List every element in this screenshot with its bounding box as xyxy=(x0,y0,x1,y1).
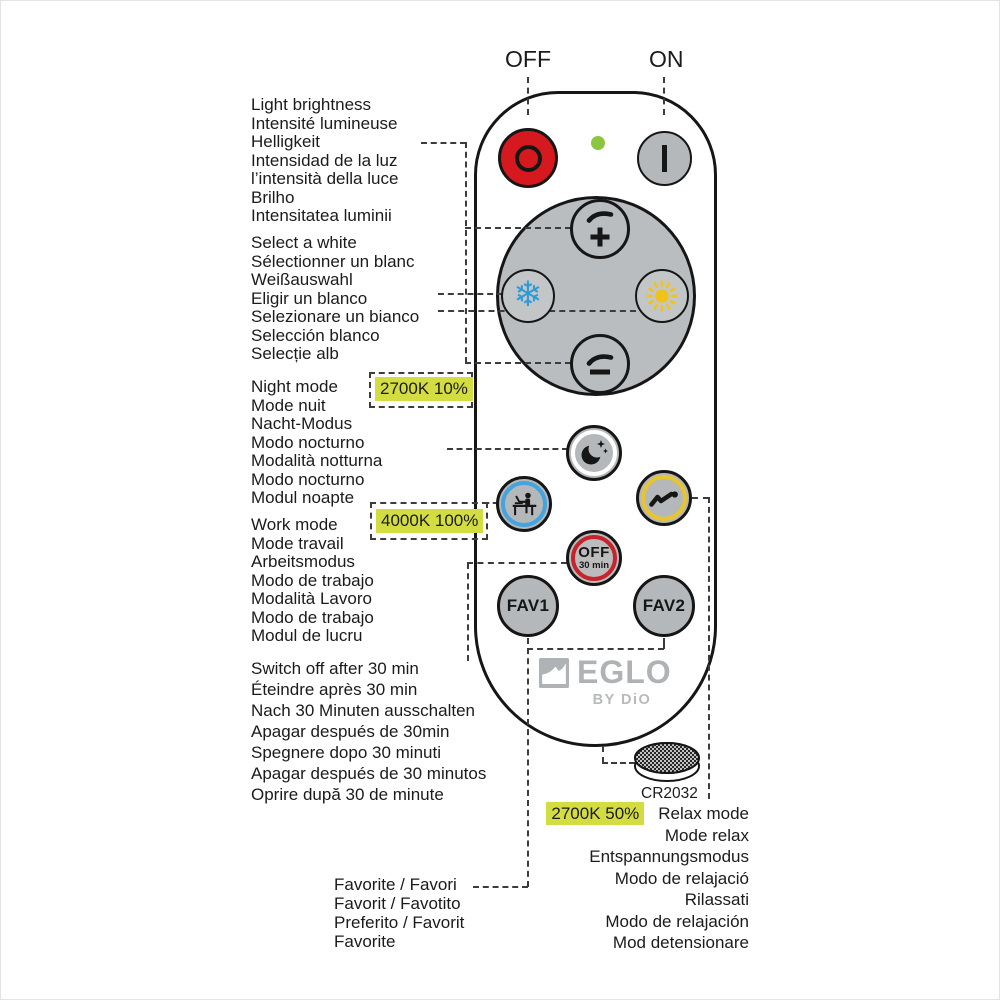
connector-offtimer xyxy=(467,562,567,564)
annotation-line: Apagar después de 30 minutos xyxy=(251,764,487,783)
annotation-line: Favorite / Favori xyxy=(334,875,457,894)
annotation-line: Preferito / Favorit xyxy=(334,913,465,932)
annotation-line: Nach 30 Minuten ausschalten xyxy=(251,701,475,720)
annotation-line: Modo de trabajo xyxy=(251,607,374,627)
annotation-line: Modo nocturno xyxy=(251,469,365,489)
coin-cell-icon xyxy=(631,729,705,785)
connector-fav-bridge xyxy=(527,648,664,650)
annotation-line: Favorit / Favotito xyxy=(334,894,461,913)
relax-mode-value-badge: 2700K 50% xyxy=(546,802,644,825)
annotation-line: Light brightness xyxy=(251,95,372,114)
annotation-line: Modo nocturno xyxy=(251,432,365,452)
annotation-line: Mode nuit xyxy=(251,395,326,415)
person-desk-icon xyxy=(511,491,538,517)
power-off-icon xyxy=(515,145,542,172)
dimmer-arc-icon xyxy=(585,352,615,366)
off-timer-label-2: 30 min xyxy=(578,560,610,572)
connector-white-cool xyxy=(438,293,503,295)
fav2-label: FAV2 xyxy=(642,596,686,615)
annotation-line: Eligir un blanco xyxy=(251,288,368,308)
connector-relax-trunk xyxy=(708,497,710,799)
annotation-line: Modul noapte xyxy=(251,488,355,507)
connector-relax-stub xyxy=(692,497,709,499)
snowflake-icon: ❄ xyxy=(513,274,543,315)
off-timer-label-1: OFF xyxy=(578,544,610,562)
relax-mode-annotation xyxy=(441,803,749,954)
annotation-line: Modalità Lavoro xyxy=(251,589,372,608)
annotation-line: Intensidad de la luz xyxy=(251,150,398,170)
connector-offtimer-trunk xyxy=(467,563,469,661)
cool-white-button[interactable] xyxy=(501,269,555,323)
eglo-logo-mark-icon xyxy=(539,658,569,688)
annotation-line: Helligkeit xyxy=(251,132,320,151)
annotation-line: Selección blanco xyxy=(251,325,380,345)
annotation-line: Modalità notturna xyxy=(251,451,383,470)
fav1-label: FAV1 xyxy=(506,596,550,615)
connector-brightness-minus xyxy=(465,362,571,364)
switch-off-annotation xyxy=(251,658,486,805)
connector-on-label xyxy=(663,77,665,115)
annotation-line: Modul de lucru xyxy=(251,626,363,645)
battery-label: CR2032 xyxy=(641,785,698,802)
off-label: OFF xyxy=(505,46,551,72)
annotation-title: Night mode xyxy=(251,377,338,396)
select-white-annotation xyxy=(251,234,419,364)
work-mode-annotation xyxy=(251,516,374,646)
connector-brightness-text xyxy=(421,142,466,144)
annotation-line: Modo de trabajo xyxy=(251,570,374,590)
brand-byline: BY DiO xyxy=(592,692,652,708)
annotation-line: Modo de relajació xyxy=(614,868,749,888)
brightness-down-button[interactable] xyxy=(570,334,630,394)
annotation-line: Entspannungsmodus xyxy=(589,847,749,866)
annotation-line: Intensité lumineuse xyxy=(251,113,398,133)
annotation-line: l’intensità della luce xyxy=(251,169,399,188)
annotation-line: Mode relax xyxy=(664,825,749,845)
night-mode-annotation xyxy=(251,378,382,508)
annotation-line: Brilho xyxy=(251,187,295,207)
annotation-line: Mode travail xyxy=(251,533,344,553)
annotation-line: Nacht-Modus xyxy=(251,414,353,433)
annotation-line: Switch off after 30 min xyxy=(251,659,419,678)
connector-brightness-plus xyxy=(465,227,571,229)
connector-brightness-trunk xyxy=(465,142,467,363)
annotation-line: Weißauswahl xyxy=(251,270,353,289)
work-mode-button[interactable] xyxy=(496,476,552,532)
annotation-line: Oprire după 30 de minute xyxy=(251,785,444,804)
power-off-button[interactable] xyxy=(498,128,558,188)
annotation-line: Rilassati xyxy=(684,890,749,909)
brightness-up-button[interactable] xyxy=(570,199,630,259)
brand-logo xyxy=(539,654,672,691)
warm-white-button[interactable] xyxy=(635,269,689,323)
connector-off-label xyxy=(527,77,529,115)
work-mode-value-badge: 4000K 100% xyxy=(376,509,483,533)
night-mode-value-badge: 2700K 10% xyxy=(375,377,473,401)
annotation-line: Mod detensionare xyxy=(612,933,749,952)
connector-battery-stub xyxy=(602,746,604,763)
brand-name: EGLO xyxy=(577,654,672,690)
sun-icon xyxy=(643,277,681,315)
moon-stars-icon xyxy=(578,437,610,469)
annotation-title: Work mode xyxy=(251,515,338,534)
relax-mode-button[interactable] xyxy=(636,470,692,526)
annotation-line: Select a white xyxy=(251,233,357,252)
annotation-line: Spegnere dopo 30 minuti xyxy=(251,743,441,762)
battery-illustration xyxy=(631,729,705,790)
annotation-line: Modo de relajación xyxy=(605,911,749,931)
dimmer-arc-icon xyxy=(585,209,615,223)
connector-night xyxy=(447,448,568,450)
annotation-title: Relax mode xyxy=(658,804,749,823)
connector-fav2-stub xyxy=(663,638,665,649)
annotation-line: Selecție alb xyxy=(251,344,339,363)
annotation-line: Intensitatea luminii xyxy=(251,206,392,225)
fav1-button[interactable] xyxy=(497,575,559,637)
off-timer-button[interactable] xyxy=(566,530,622,586)
annotation-line: Selezionare un bianco xyxy=(251,307,420,326)
power-on-button[interactable] xyxy=(637,131,692,186)
annotation-line: Arbeitsmodus xyxy=(251,552,355,571)
annotation-title-row xyxy=(441,803,749,825)
annotation-line: Apagar después de 30min xyxy=(251,722,450,741)
reclining-person-icon xyxy=(649,489,679,508)
annotation-line: Sélectionner un blanc xyxy=(251,251,415,271)
annotation-line: Favorite xyxy=(334,932,396,951)
fav2-button[interactable] xyxy=(633,575,695,637)
minus-icon xyxy=(588,368,612,376)
annotation-line: Éteindre après 30 min xyxy=(251,680,418,699)
night-mode-button[interactable] xyxy=(566,425,622,481)
power-on-icon xyxy=(662,145,667,172)
plus-icon xyxy=(588,225,612,249)
brightness-annotation xyxy=(251,96,398,226)
led-indicator xyxy=(591,136,605,150)
on-label: ON xyxy=(649,46,684,72)
